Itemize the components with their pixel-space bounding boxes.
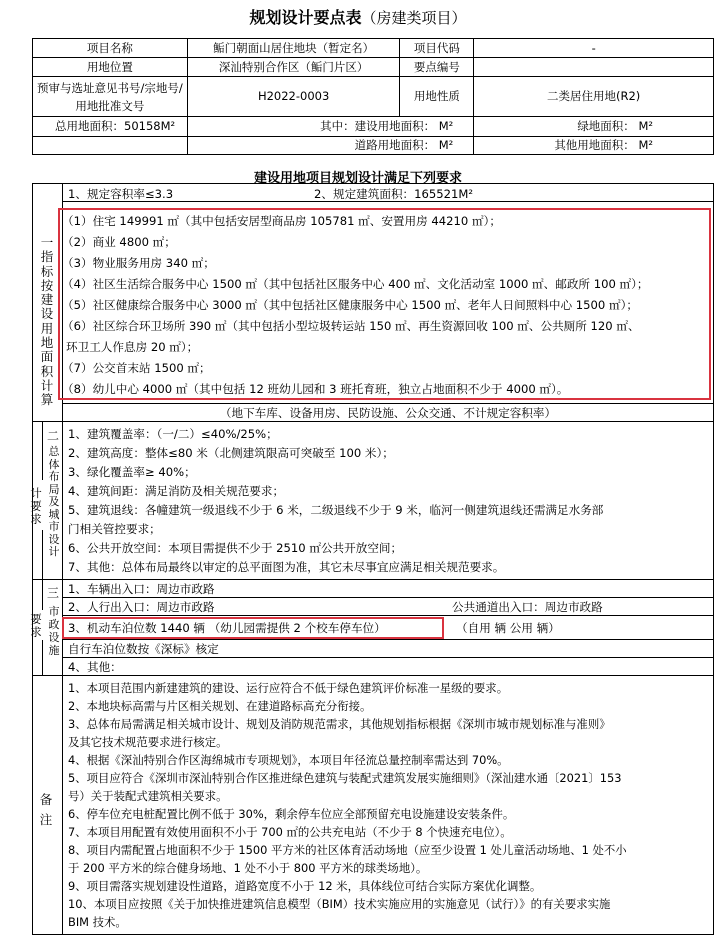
remark-line: 及其它技术规范要求进行核定。 (68, 735, 228, 749)
indicator-item: （3）物业服务用房 340 ㎡； (62, 256, 215, 270)
parking-count: 3、机动车泊位数 1440 辆 （幼儿园需提供 2 个校车停车位） (68, 621, 386, 635)
section-title: 建设用地项目规划设计满足下列要求 (253, 171, 462, 186)
remark-line: 于 200 平方米的综合健身场地、1 处不小于 800 平方米的球类场地）。 (68, 861, 428, 875)
remark-line: 3、总体布局需满足相关城市设计、规划及消防规范需求，其他规划指标根据《深圳市城市规划标准与准则》 (68, 717, 611, 731)
general-item: 4、建筑间距：满足消防及相关规范要求； (68, 484, 285, 498)
green-area: 绿地面积： M² (474, 117, 714, 137)
far-text: 1、规定容积率≤3.3 (68, 187, 174, 201)
divider-3 (32, 675, 714, 676)
indicator-item: （7）公交首末站 1500 ㎡； (62, 361, 211, 375)
indicator-item: （4）社区生活综合服务中心 1500 ㎡（其中包括社区服务中心 400 ㎡、文化活动室 1000 ㎡、邮政所 100 ㎡）； (62, 277, 649, 291)
remark-line: 8、项目内需配置占地面积不少于 1500 平方米的社区体育活动场地（应至少设置 1 处儿童活动场地、1 处不小 (68, 843, 627, 857)
project-code-value: - (474, 39, 714, 58)
project-name-label: 项目名称 (33, 39, 188, 58)
general-item: 7、其他：总体布局最终以审定的总平面图为准，其它未尽事宜应满足相关规范要求。 (68, 560, 505, 574)
page-title (0, 5, 716, 28)
gfa-text: 2、规定建筑面积：165521M² (314, 187, 474, 201)
total-area: 总用地面积：50158M² (33, 117, 188, 137)
indicator-item: （1）住宅 149991 ㎡（其中包括安居型商品房 105781 ㎡、安置用房 44210 ㎡）； (62, 214, 501, 228)
municipal-number: 三 (46, 586, 59, 600)
design-requirements-label: 计要求 (30, 486, 42, 526)
remark-line: 6、停车位充电桩配置比例不低于 30%，剩余停车位应全部预留充电设施建设安装条件。 (68, 807, 515, 821)
land-nature-value: 二类居住用地(R2) (474, 77, 714, 117)
public-entry: 公共通道出入口：周边市政路 (452, 600, 603, 614)
bike-parking: 自行车泊位数按《深标》核定 (68, 642, 219, 656)
remark-line: BIM 技术。 (68, 915, 127, 929)
general-item: 1、建筑覆盖率：（一/二）≤40%/25%； (68, 427, 278, 441)
indicator-item: （5）社区健康综合服务中心 3000 ㎡（其中包括社区健康服务中心 1500 ㎡、老年人日间照料中心 1500 ㎡）； (62, 298, 638, 312)
approval-label: 预审与选址意见书号/宗地号/用地批准文号 (33, 77, 188, 117)
general-item: 2、建筑高度：整体≤80 米（北侧建筑限高可突破至 100 米）； (68, 446, 394, 460)
general-item: 6、公共开放空间：本项目需提供不少于 2510 ㎡公共开放空间； (68, 541, 403, 555)
sub-column-line (42, 580, 43, 610)
location-value: 深汕特别合作区（鲘门片区） (187, 58, 400, 77)
sub-column-line (42, 422, 43, 480)
indicator-item: 环卫工人作息房 20 ㎡）； (66, 340, 199, 354)
project-info-table (32, 38, 714, 155)
indicator-item: （2）商业 4800 ㎡； (62, 235, 176, 249)
vehicle-entry: 1、车辆出入口：周边市政路 (68, 582, 215, 596)
remark-line: 号）关于装配式建筑相关要求。 (68, 789, 228, 803)
sub-column-line (42, 640, 43, 675)
location-label: 用地位置 (33, 58, 188, 77)
indicator-item: （8）幼儿中心 4000 ㎡（其中包括 12 班幼儿园和 3 班托育班，独立占地面积不少于 4000 ㎡）。 (62, 382, 569, 396)
title-main: 规划设计要点表 (249, 8, 362, 27)
remark-line: 4、根据《深汕特别合作区海绵城市专项规划》，本项目年径流总量控制率需达到 70%。 (68, 753, 509, 767)
requirements-label: 要求 (30, 612, 42, 639)
other-area: 其他用地面积： M² (474, 137, 714, 155)
project-code-label: 项目代码 (400, 39, 474, 58)
general-item: 门相关管控要求； (68, 522, 161, 536)
remark-line: 5、项目应符合《深圳市深汕特别合作区推进绿色建筑与装配式建筑发展实施细则》（深汕建水通〔2021〕153 (68, 771, 622, 785)
municipal-other: 4、其他： (68, 660, 122, 674)
sub-column-line (42, 530, 43, 579)
pedestrian-entry: 2、人行出入口：周边市政路 (68, 600, 215, 614)
parking-note: （自用 辆 公用 辆） (456, 621, 560, 635)
build-area: 其中：建设用地面积： M² (187, 117, 473, 137)
general-item: 3、绿化覆盖率≥ 40%； (68, 465, 196, 479)
remark-line: 7、本项目用配置有效使用面积不小于 700 ㎡的公共充电站（不少于 8 个快速充电位）。 (68, 825, 512, 839)
general-item: 5、建筑退线：各幢建筑一级退线不少于 6 米，二级退线不少于 9 米，临河一侧建筑退线还需满足水务部 (68, 503, 604, 517)
general-number: 二 (46, 429, 59, 443)
points-no-value (474, 58, 714, 77)
general-label: 总体布局及城市设计 (48, 445, 60, 558)
municipal-label: 市政设施 (48, 605, 60, 657)
indicator-item: （6）社区综合环卫场所 390 ㎡（其中包括小型垃圾转运站 150 ㎡、再生资源回收 100 ㎡、公共厕所 120 ㎡、 (62, 319, 640, 333)
remark-line: 1、本项目范围内新建建筑的建设、运行应符合不低于绿色建筑评价标准一星级的要求。 (68, 681, 509, 695)
row-line (62, 201, 714, 202)
indicators-footnote: （地下车库、设备用房、民防设施、公众交通、不计规定容积率） (219, 406, 557, 420)
road-area: 道路用地面积： M² (187, 137, 473, 155)
remarks-label: 备注 (39, 792, 53, 827)
remark-line: 2、本地块标高需与片区相关规划、在建道路标高充分衔接。 (68, 699, 372, 713)
remark-line: 10、本项目应按照《关于加快推进建筑信息模型（BIM）技术实施应用的实施意见（试行）》的有关要求实施 (68, 897, 611, 911)
approval-value: H2022-0003 (187, 77, 400, 117)
indicators-label: 一指标按建设用地面积计算 (40, 235, 54, 408)
project-name-value: 鲘门朝面山居住地块（暂定名） (187, 39, 400, 58)
title-sub: （房建类项目） (361, 9, 467, 27)
points-no-label: 要点编号 (400, 58, 474, 77)
remark-line: 9、项目需落实规划建设性道路，道路宽度不小于 12 米，具体线位可结合实际方案优化调整。 (68, 879, 542, 893)
land-nature-label: 用地性质 (400, 77, 474, 117)
